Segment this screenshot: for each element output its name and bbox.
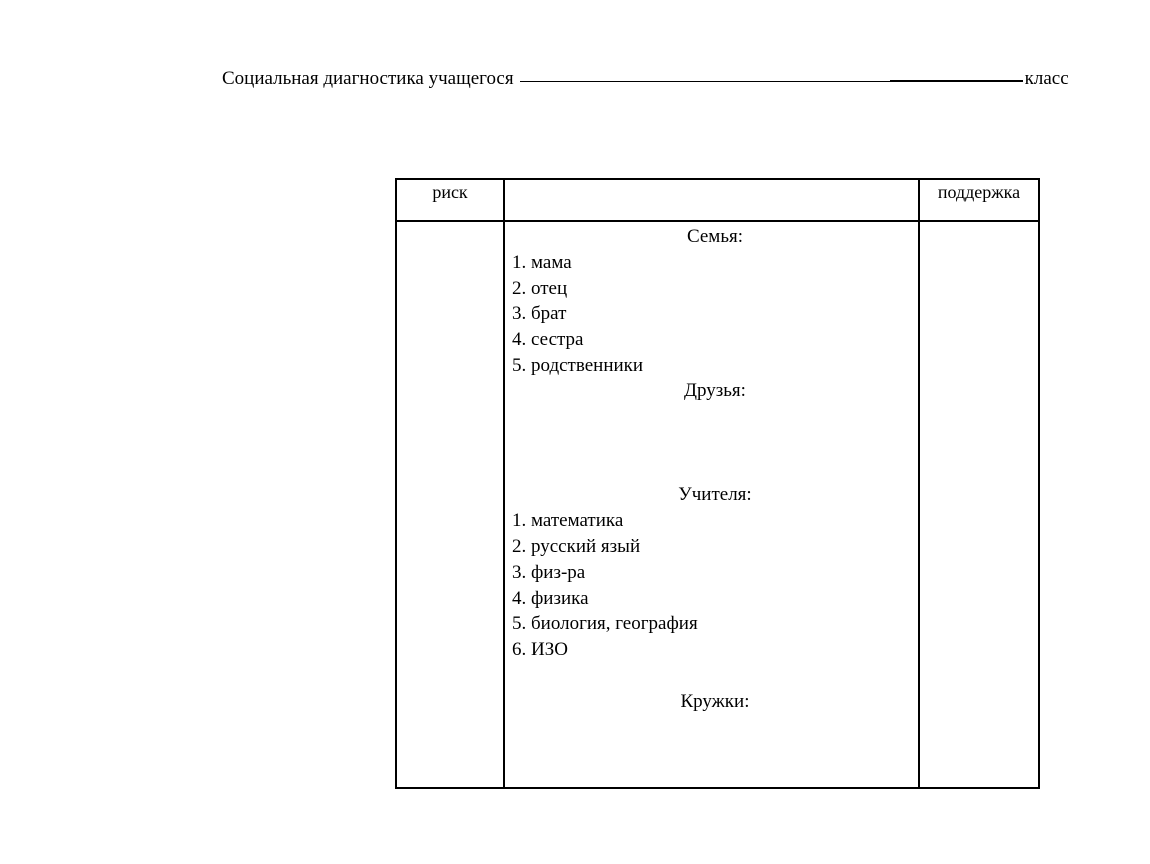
list-item: 3. физ-ра	[512, 561, 586, 583]
teachers-list	[512, 508, 918, 662]
table-body-row	[396, 221, 1039, 788]
list-item: 4. физика	[512, 587, 589, 609]
form-title: Социальная диагностика учащегося	[222, 68, 514, 89]
form-header	[222, 68, 1069, 98]
class-number-blank	[890, 79, 1023, 82]
list-item: 6. ИЗО	[512, 638, 568, 660]
risk-header-cell	[396, 179, 504, 221]
middle-header-cell	[504, 179, 919, 221]
risk-cell	[396, 221, 504, 788]
student-name-blank	[520, 80, 890, 82]
list-item: 5. биология, география	[512, 613, 698, 635]
list-item: 1. мама	[512, 252, 572, 273]
friends-title: Друзья:	[684, 380, 746, 402]
class-label: класс	[1024, 68, 1069, 89]
list-item: 4. сестра	[512, 329, 584, 351]
table-header-row	[396, 179, 1039, 221]
list-item: 2. отец	[512, 277, 568, 299]
support-header-cell	[919, 179, 1039, 221]
list-item: 5. родственники	[512, 354, 644, 376]
family-list	[512, 250, 918, 378]
main-cell	[504, 221, 919, 788]
teachers-title: Учителя:	[678, 484, 752, 506]
clubs-title: Кружки:	[680, 690, 750, 712]
support-header: поддержка	[937, 182, 1021, 202]
list-item: 2. русский язый	[512, 536, 641, 558]
list-item: 1. математика	[512, 510, 624, 532]
diagnostic-table	[395, 178, 1040, 789]
risk-header: риск	[432, 182, 468, 202]
middle-header	[505, 180, 918, 182]
family-title: Семья:	[686, 226, 744, 247]
list-item: 3. брат	[512, 303, 567, 325]
support-cell	[919, 221, 1039, 788]
